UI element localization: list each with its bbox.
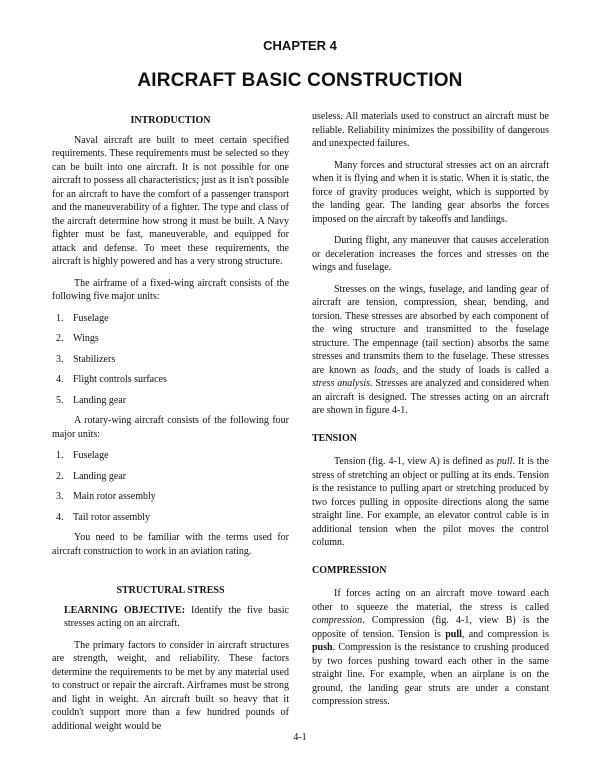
compression-heading: COMPRESSION [312,564,387,576]
page-title: AIRCRAFT BASIC CONSTRUCTION [137,70,463,91]
learning-objective-label: LEARNING OBJECTIVE: [64,604,186,616]
pull-term: pull [496,456,513,467]
primary-factors-paragraph: The primary factors to consider in aircraft structures are strength, weight, and reliability. These factors determine the requirements to be met by any material used to construct or repair the aircraft. Airframes must be strong and light in weight. An aircraft built so heavy that it couldn't support more than a few hundred pounds of additional weight would be [52,639,289,732]
rotary-wing-units-list [52,449,289,524]
learning-objective-text: Identify the five basic stresses acting on an aircraft. [64,604,289,629]
fixed-wing-paragraph: The airframe of a fixed-wing aircraft consists of the following five major units: [52,277,289,302]
push-bold: push [312,642,333,653]
left-column [52,110,289,741]
list-item: 4. Flight controls surfaces [56,374,167,385]
pull-bold: pull [445,628,462,640]
page-number: 4-1 [293,732,307,743]
tension-heading: TENSION [312,432,358,444]
loads-term: loads [374,364,396,376]
stress-analysis-term: stress analysis [312,378,371,389]
list-item: 3. Stabilizers [56,353,116,365]
stresses-paragraph: Stresses on the wings, fuselage, and landing gear of aircraft are tension, compression, shear, bending, and torsion. These stresses are absorbed by each component of the wing structure and transmitted to the fuselage structure. The empennage (tail section) absorbs the same stresses and transmits them to the fuselage. These stresses are known as loads, and the study of loads is called a stress analysis. Stresses are analyzed and considered when an aircraft is designed. The stresses acting on an aircraft are shown in figure 4-1. [312,283,549,416]
list-item: 3. Main rotor assembly [56,491,156,502]
forces-paragraph: Many forces and structural stresses act on an aircraft when it is flying and when it is static. When it is static, the force of gravity produces weight, which is supported by the landing gear. The landing gear absorbs the forces imposed on the aircraft by takeoffs and landings. [312,159,549,225]
learning-objective [64,604,289,631]
fixed-wing-units-list [52,312,289,408]
rotary-wing-paragraph: A rotary-wing aircraft consists of the following four major units: [52,415,289,440]
list-item: 4. Tail rotor assembly [56,511,151,523]
reliability-paragraph: useless. All materials used to construct an aircraft must be reliable. Reliability minimizes the possibility of dangerous and unexpected failures. [312,111,549,149]
list-item: 5. Landing gear [56,394,127,406]
tension-paragraph: Tension (fig. 4-1, view A) is defined as pull. It is the stress of stretching an object or pulling at its ends. Tension is the resistance to pulling apart or stretching produced by two forces pulling in opposite directions along the same straight line. For example, an elevator control cable is in additional tension when the pilot moves the control column. [312,456,549,548]
structural-stress-heading: STRUCTURAL STRESS [116,585,225,596]
list-item: 2. Landing gear [56,470,127,482]
compression-term: compression [312,615,363,626]
list-item: 1. Fuselage [56,312,109,324]
flight-paragraph: During flight, any maneuver that causes acceleration or deceleration increases the forces and stresses on the wings and fuselage. [312,235,549,273]
terms-paragraph: You need to be familiar with the terms used for aircraft construction to work in an aviation rating. [52,532,289,557]
chapter-label: CHAPTER 4 [263,38,337,53]
list-item: 2. Wings [56,333,99,344]
introduction-heading: INTRODUCTION [130,115,211,126]
list-item: 1. Fuselage [56,450,109,461]
intro-paragraph: Naval aircraft are built to meet certain specified requirements. These requirements must be selected so they can be built into one aircraft. It is not possible for one aircraft to possess all characteristics; just as it isn't possible for an aircraft to have the comfort of a passenger transport and the maneuverability of a fighter. The type and class of the aircraft determine how strong it must be built. A Navy fighter must be fast, maneuverable, and equipped for attack and defense. To meet these requirements, the aircraft is highly powered and has a very strong structure. [52,134,289,267]
right-column [312,110,549,717]
compression-paragraph: If forces acting on an aircraft move toward each other to squeeze the material, the stress is called compression. Compression (fig. 4-1, view B) is the opposite of tension. Tension is pull, and compression is push. Compression is the resistance to crushing produced by two forces pushing toward each other in the same straight line. For example, when an airplane is on the ground, the landing gear struts are under a constant compression stress. [312,588,549,707]
